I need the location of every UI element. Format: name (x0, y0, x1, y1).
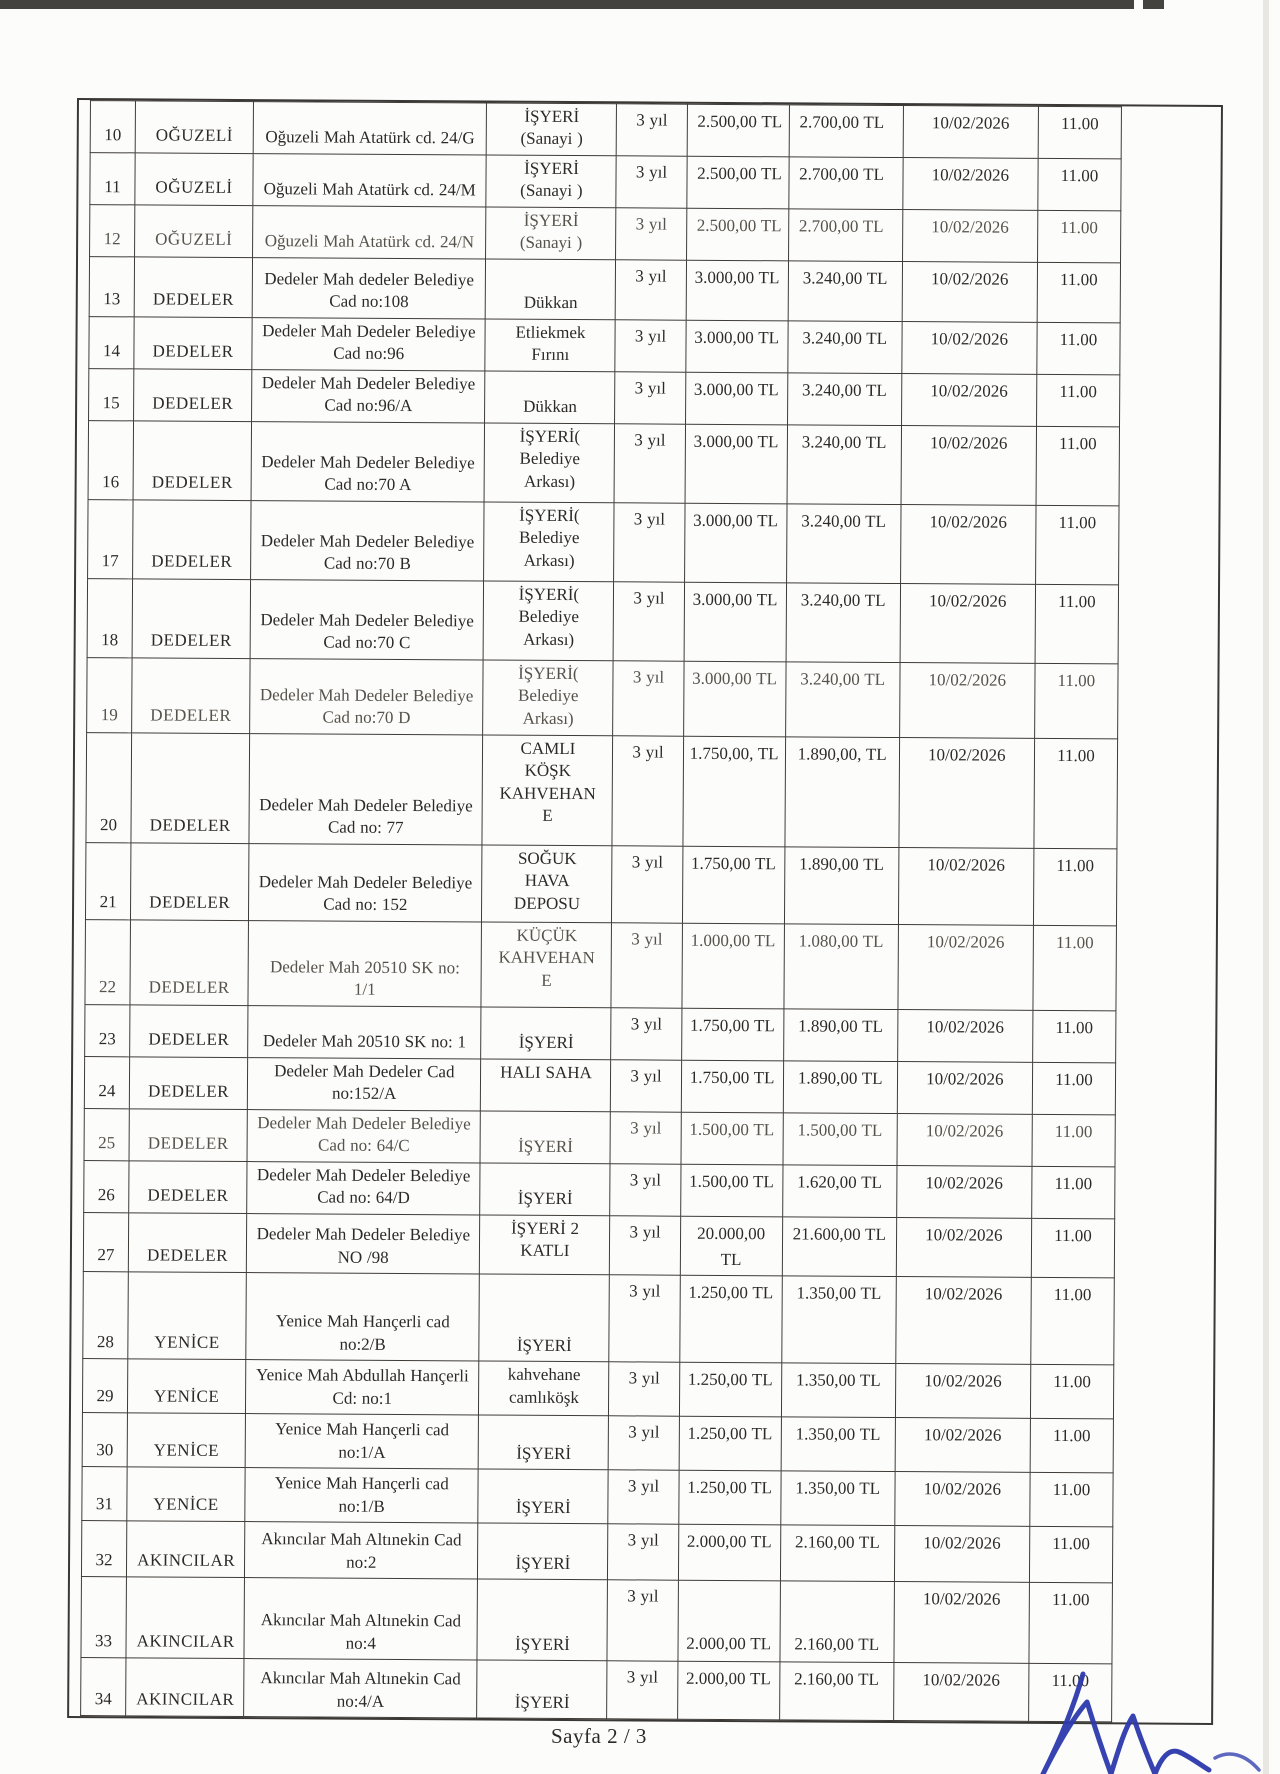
cell-location: DEDELER (134, 316, 252, 369)
cell-duration: 3 yıl (614, 502, 685, 581)
cell-type: Dükkan (485, 371, 615, 424)
cell-price1: 3.000,00 TL (685, 372, 787, 425)
cell-date: 10/02/2026 (894, 1526, 1029, 1583)
cell-location: OĞUZELİ (135, 153, 253, 206)
cell-address: Oğuzeli Mah Atatürk cd. 24/N (253, 205, 487, 258)
cell-price1: 3.000,00 TL (686, 260, 788, 321)
cell-date: 10/02/2026 (896, 1277, 1032, 1365)
table-row (84, 1056, 1115, 1114)
cell-price2: 21.600,00 TL (782, 1216, 896, 1276)
cell-date: 10/02/2026 (893, 1663, 1028, 1722)
table-row (81, 1577, 1112, 1664)
cell-type: İŞYERİ (479, 1274, 610, 1362)
cell-price2: 3.240,00 TL (786, 503, 901, 583)
cell-price2: 1.350,00 TL (781, 1363, 895, 1418)
cell-address: Yenice Mah Abdullah Hançerli Cd: no:1 (246, 1360, 480, 1415)
cell-date: 10/02/2026 (895, 1418, 1030, 1473)
cell-time: 11.00 (1030, 1365, 1113, 1420)
cell-type: İŞYERİ (478, 1415, 608, 1470)
cell-price1: 2.000,00 TL (678, 1581, 781, 1663)
cell-type: İŞYERİ 2 KATLI (480, 1215, 610, 1275)
cell-type: SOĞUK HAVA DEPOSU (482, 845, 613, 923)
table-row (86, 732, 1118, 848)
cell-date: 10/02/2026 (894, 1582, 1030, 1664)
cell-type: İŞYERİ( Belediye Arkası) (484, 423, 615, 503)
cell-address: Yenice Mah Hançerli cad no:1/A (245, 1414, 479, 1469)
table-row (87, 578, 1118, 663)
table-row (83, 1272, 1115, 1365)
cell-time: 11.00 (1029, 1527, 1112, 1584)
cell-price2: 2.160,00 TL (779, 1662, 893, 1721)
page-edge-shadow (1263, 0, 1269, 1774)
cell-location: DEDELER (132, 578, 251, 658)
cell-type: kahvehane camlıköşk (479, 1361, 609, 1416)
cell-duration: 3 yıl (616, 208, 686, 260)
cell-no: 22 (85, 919, 131, 1004)
cell-date: 10/02/2026 (896, 1165, 1031, 1218)
cell-no: 15 (89, 368, 134, 420)
cell-price2: 1.500,00 TL (783, 1112, 897, 1165)
cell-price1: 2.500,00 TL (686, 208, 788, 260)
cell-price2: 1.080,00 TL (784, 923, 899, 1009)
cell-location: DEDELER (131, 732, 250, 843)
cell-price1: 1.750,00 TL (682, 846, 785, 924)
cell-time: 11.00 (1035, 505, 1119, 585)
cell-duration: 3 yıl (609, 1362, 679, 1416)
table-row (87, 657, 1118, 738)
cell-duration: 3 yıl (615, 319, 685, 371)
cell-price1: 1.500,00 TL (680, 1164, 782, 1217)
cell-type: HALI SAHA (481, 1059, 611, 1112)
cell-duration: 3 yıl (608, 1470, 678, 1524)
cell-location: DEDELER (129, 1108, 247, 1161)
cell-time: 11.00 (1038, 158, 1121, 210)
cell-address: Dedeler Mah Dedeler Belediye Cad no:70 C (250, 579, 484, 659)
cell-no: 16 (88, 420, 134, 499)
cell-type: İŞYERİ( Belediye Arkası) (483, 581, 614, 661)
cell-time: 11.00 (1032, 1114, 1115, 1167)
cell-date: 10/02/2026 (900, 504, 1036, 584)
cell-price2: 1.890,00 TL (783, 1008, 897, 1061)
cell-time: 11.00 (1032, 1062, 1115, 1115)
cell-duration: 3 yıl (610, 1163, 680, 1215)
cell-duration: 3 yıl (612, 845, 683, 922)
cell-price2: 1.350,00 TL (781, 1276, 896, 1364)
table-row (84, 1160, 1115, 1218)
cell-price2: 2.700,00 TL (788, 209, 902, 262)
table-row (88, 420, 1119, 505)
cell-no: 30 (82, 1413, 127, 1467)
cell-address: Dedeler Mah Dedeler Belediye Cad no:70 D (250, 658, 484, 734)
cell-type: İŞYERİ (481, 1007, 611, 1060)
handwritten-signature-ink (1003, 1660, 1275, 1774)
cell-price2: 1.890,00, TL (785, 736, 900, 847)
cell-location: YENİCE (128, 1272, 247, 1360)
cell-date: 10/02/2026 (895, 1364, 1030, 1419)
cell-no: 21 (85, 842, 131, 919)
cell-price2: 1.890,00 TL (784, 846, 899, 924)
table-row (90, 204, 1121, 262)
cell-type: İŞYERİ (480, 1111, 610, 1164)
cell-no: 34 (81, 1658, 126, 1716)
cell-price2: 3.240,00 TL (785, 661, 900, 737)
cell-time: 11.00 (1037, 322, 1120, 375)
cell-type: KÜÇÜK KAHVEHANE (481, 922, 612, 1008)
cell-address: Dedeler Mah Dedeler Belediye Cad no: 77 (249, 733, 483, 844)
cell-duration: 3 yıl (612, 735, 683, 845)
cell-location: DEDELER (129, 1056, 247, 1109)
table-row (90, 152, 1121, 210)
table-row (81, 1658, 1112, 1722)
cell-no: 14 (89, 316, 134, 368)
cell-date: 10/02/2026 (898, 924, 1034, 1010)
cell-type: Etliekmek Fırını (485, 319, 615, 372)
cell-time: 11.00 (1037, 210, 1120, 262)
cell-type: İŞYERİ (477, 1660, 607, 1719)
cell-location: DEDELER (131, 842, 250, 920)
cell-price1: 1.250,00 TL (679, 1417, 781, 1472)
cell-no: 19 (87, 657, 132, 732)
cell-location: OĞUZELİ (135, 205, 253, 258)
cell-address: Dedeler Mah 20510 SK no: 1/1 (248, 920, 482, 1006)
cell-location: DEDELER (134, 256, 252, 317)
cell-address: Dedeler Mah Dedeler Belediye Cad no: 152 (249, 843, 483, 921)
cell-type: İŞYERİ (477, 1579, 608, 1661)
table-row (82, 1359, 1113, 1419)
cell-time: 11.00 (1028, 1664, 1111, 1723)
cell-address: Dedeler Mah Dedeler Belediye Cad no: 64/C (247, 1109, 481, 1162)
cell-date: 10/02/2026 (903, 157, 1038, 210)
cell-no: 27 (83, 1212, 128, 1272)
cell-time: 11.00 (1031, 1218, 1114, 1278)
table-row (89, 256, 1120, 322)
cell-price1: 3.000,00 TL (685, 320, 787, 373)
cell-no: 26 (84, 1160, 129, 1212)
cell-duration: 3 yıl (609, 1275, 680, 1362)
cell-location: DEDELER (132, 657, 251, 733)
cell-price1: 1.250,00 TL (679, 1276, 782, 1364)
cell-type: İŞYERİ (478, 1523, 608, 1580)
table-row (84, 1108, 1115, 1166)
cell-address: Yenice Mah Hançerli cad no:2/B (246, 1273, 480, 1361)
cell-type: İŞYERİ( Belediye Arkası) (484, 502, 615, 582)
cell-no: 28 (83, 1272, 129, 1359)
cell-location: AKINCILAR (126, 1521, 244, 1578)
cell-type: İŞYERİ (Sanayi ) (487, 103, 617, 156)
cell-price2: 3.240,00 TL (786, 582, 901, 662)
cell-duration: 3 yıl (611, 1059, 681, 1111)
cell-type: İŞYERİ (478, 1469, 608, 1524)
cell-price2: 1.350,00 TL (781, 1417, 895, 1472)
cell-location: YENİCE (127, 1467, 245, 1522)
cell-duration: 3 yıl (611, 922, 682, 1007)
scan-artifact-top-bar (0, 0, 1134, 9)
table-row (89, 316, 1120, 374)
table-row (89, 368, 1120, 426)
cell-address: Oğuzeli Mah Atatürk cd. 24/M (253, 153, 487, 206)
cell-time: 11.00 (1032, 1166, 1115, 1219)
cell-duration: 3 yıl (607, 1661, 677, 1719)
table-row (88, 499, 1119, 584)
cell-date: 10/02/2026 (897, 1061, 1032, 1114)
cell-duration: 3 yıl (608, 1524, 678, 1580)
cell-date: 10/02/2026 (897, 1113, 1032, 1166)
cell-duration: 3 yıl (610, 1215, 680, 1275)
cell-time: 11.00 (1030, 1473, 1113, 1528)
cell-no: 12 (90, 204, 135, 256)
cell-type: Dükkan (486, 259, 616, 320)
cell-address: Akıncılar Mah Altınekin Cad no:2 (245, 1522, 479, 1579)
cell-location: DEDELER (128, 1212, 246, 1272)
page-number: Sayfa 2 / 3 (551, 1724, 647, 1748)
cell-price2: 2.700,00 TL (788, 157, 902, 210)
cell-location: YENİCE (127, 1359, 245, 1414)
table-body (81, 101, 1122, 1723)
cell-duration: 3 yıl (609, 1416, 679, 1470)
cell-type: CAMLI KÖŞK KAHVEHANE (482, 735, 613, 846)
cell-time: 11.00 (1036, 426, 1120, 506)
cell-price1: 1.750,00 TL (681, 1060, 783, 1113)
cell-address: Dedeler Mah Dedeler Cad no:152/A (247, 1057, 481, 1110)
cell-duration: 3 yıl (616, 259, 686, 319)
cell-time: 11.00 (1036, 374, 1119, 427)
cell-price1: 1.250,00 TL (679, 1363, 781, 1418)
cell-no: 33 (81, 1577, 127, 1658)
cell-time: 11.00 (1031, 1278, 1115, 1366)
cell-no: 20 (86, 732, 132, 842)
cell-price2: 3.240,00 TL (788, 260, 902, 321)
cell-no: 25 (84, 1108, 129, 1160)
cell-no: 10 (90, 101, 135, 153)
cell-no: 18 (87, 578, 133, 657)
cell-no: 17 (88, 499, 134, 578)
cell-price2: 2.700,00 TL (789, 105, 903, 158)
scan-artifact-top-bar-fragment (1143, 0, 1164, 9)
cell-duration: 3 yıl (615, 423, 686, 502)
cell-address: Dedeler Mah Dedeler Belediye Cad no:70 A (251, 421, 485, 501)
cell-no: 13 (89, 256, 134, 316)
table-row (85, 842, 1116, 925)
rental-listing-table-frame (67, 98, 1223, 1725)
cell-time: 11.00 (1034, 738, 1118, 849)
cell-price2: 1.620,00 TL (782, 1164, 896, 1217)
cell-date: 10/02/2026 (900, 583, 1036, 663)
cell-no: 11 (90, 152, 135, 204)
cell-time: 11.00 (1038, 106, 1121, 158)
cell-address: Dedeler Mah Dedeler Belediye Cad no: 64/D (247, 1161, 481, 1214)
cell-location: YENİCE (127, 1413, 245, 1468)
cell-date: 10/02/2026 (899, 662, 1035, 738)
cell-price1: 1.250,00 TL (678, 1471, 780, 1526)
cell-time: 11.00 (1035, 584, 1119, 664)
cell-location: OĞUZELİ (135, 101, 253, 154)
cell-price2: 3.240,00 TL (787, 372, 901, 425)
cell-price2: 2.160,00 TL (780, 1581, 895, 1663)
cell-price1: 1.500,00 TL (681, 1112, 783, 1165)
cell-no: 24 (84, 1056, 129, 1108)
cell-address: Dedeler Mah Dedeler Belediye Cad no:96 (252, 317, 486, 370)
cell-address: Dedeler Mah Dedeler Belediye NO /98 (246, 1213, 480, 1274)
cell-type: İŞYERİ (Sanayi ) (486, 155, 616, 208)
cell-type: İŞYERİ (480, 1163, 610, 1216)
cell-price1: 2.500,00 TL (686, 156, 788, 208)
cell-price1: 2.500,00 TL (687, 104, 789, 156)
cell-price1: 1.750,00 TL (681, 1008, 783, 1061)
cell-date: 10/02/2026 (896, 1217, 1031, 1278)
cell-price1: 1.750,00, TL (682, 736, 785, 847)
cell-duration: 3 yıl (617, 104, 687, 156)
cell-duration: 3 yıl (615, 371, 685, 423)
cell-duration: 3 yıl (607, 1580, 678, 1661)
cell-duration: 3 yıl (613, 660, 684, 735)
cell-time: 11.00 (1033, 925, 1117, 1011)
cell-duration: 3 yıl (610, 1111, 680, 1163)
cell-address: Dedeler Mah Dedeler Belediye Cad no:96/A (252, 369, 486, 422)
cell-address: Akıncılar Mah Altınekin Cad no:4 (244, 1578, 478, 1660)
cell-time: 11.00 (1029, 1583, 1113, 1665)
table-row (82, 1467, 1113, 1527)
cell-duration: 3 yıl (611, 1007, 681, 1059)
cell-address: Dedeler Mah 20510 SK no: 1 (248, 1005, 482, 1058)
cell-price1: 3.000,00 TL (684, 503, 787, 583)
cell-address: Oğuzeli Mah Atatürk cd. 24/G (253, 102, 487, 155)
cell-address: Dedeler Mah dedeler Belediye Cad no:108 (252, 257, 486, 318)
cell-price1: 3.000,00 TL (685, 424, 788, 504)
table-row (82, 1413, 1113, 1473)
cell-date: 10/02/2026 (902, 209, 1037, 262)
cell-price1: 1.000,00 TL (682, 923, 785, 1009)
cell-type: İŞYERİ (Sanayi ) (486, 207, 616, 260)
cell-location: DEDELER (134, 368, 252, 421)
cell-date: 10/02/2026 (899, 737, 1035, 848)
cell-duration: 3 yıl (616, 156, 686, 208)
cell-date: 10/02/2026 (901, 373, 1036, 426)
cell-time: 11.00 (1033, 1010, 1116, 1063)
cell-no: 29 (82, 1359, 127, 1413)
cell-date: 10/02/2026 (902, 321, 1037, 374)
cell-price1: 3.000,00 TL (684, 582, 787, 662)
cell-time: 11.00 (1030, 1419, 1113, 1474)
cell-price2: 3.240,00 TL (787, 424, 902, 504)
cell-no: 23 (85, 1004, 130, 1056)
cell-date: 10/02/2026 (903, 106, 1038, 159)
cell-price1: 3.000,00 TL (683, 661, 786, 737)
cell-date: 10/02/2026 (898, 847, 1034, 925)
cell-date: 10/02/2026 (895, 1472, 1030, 1527)
cell-time: 11.00 (1033, 848, 1117, 926)
cell-date: 10/02/2026 (897, 1009, 1032, 1062)
cell-location: DEDELER (130, 1004, 248, 1057)
table-row (90, 101, 1121, 159)
cell-location: AKINCILAR (126, 1658, 244, 1717)
cell-price2: 1.890,00 TL (783, 1060, 897, 1113)
table-row (85, 1004, 1116, 1062)
cell-address: Yenice Mah Hançerli cad no:1/B (245, 1468, 479, 1523)
cell-location: DEDELER (129, 1160, 247, 1213)
cell-date: 10/02/2026 (901, 425, 1037, 505)
cell-time: 11.00 (1034, 663, 1118, 739)
cell-location: DEDELER (130, 919, 249, 1005)
cell-type: İŞYERİ( Belediye Arkası) (483, 660, 614, 736)
cell-location: DEDELER (133, 499, 252, 579)
cell-no: 32 (81, 1521, 126, 1577)
cell-address: Akıncılar Mah Altınekin Cad no:4/A (244, 1659, 478, 1718)
table-row (81, 1521, 1112, 1583)
table-row (83, 1212, 1114, 1278)
cell-location: AKINCILAR (126, 1577, 245, 1659)
cell-price1: 20.000,00 TL (680, 1216, 782, 1276)
cell-time: 11.00 (1037, 262, 1120, 323)
cell-location: DEDELER (133, 420, 252, 500)
cell-no: 31 (82, 1467, 127, 1521)
rental-listing-table (80, 100, 1122, 1723)
cell-price1: 2.000,00 TL (677, 1662, 779, 1721)
cell-price2: 1.350,00 TL (780, 1471, 894, 1526)
cell-price1: 2.000,00 TL (678, 1525, 780, 1582)
cell-date: 10/02/2026 (902, 261, 1037, 322)
cell-duration: 3 yıl (614, 581, 685, 660)
table-row (85, 919, 1117, 1010)
cell-price2: 3.240,00 TL (787, 320, 901, 373)
cell-price2: 2.160,00 TL (780, 1525, 894, 1582)
cell-address: Dedeler Mah Dedeler Belediye Cad no:70 B (251, 500, 485, 580)
